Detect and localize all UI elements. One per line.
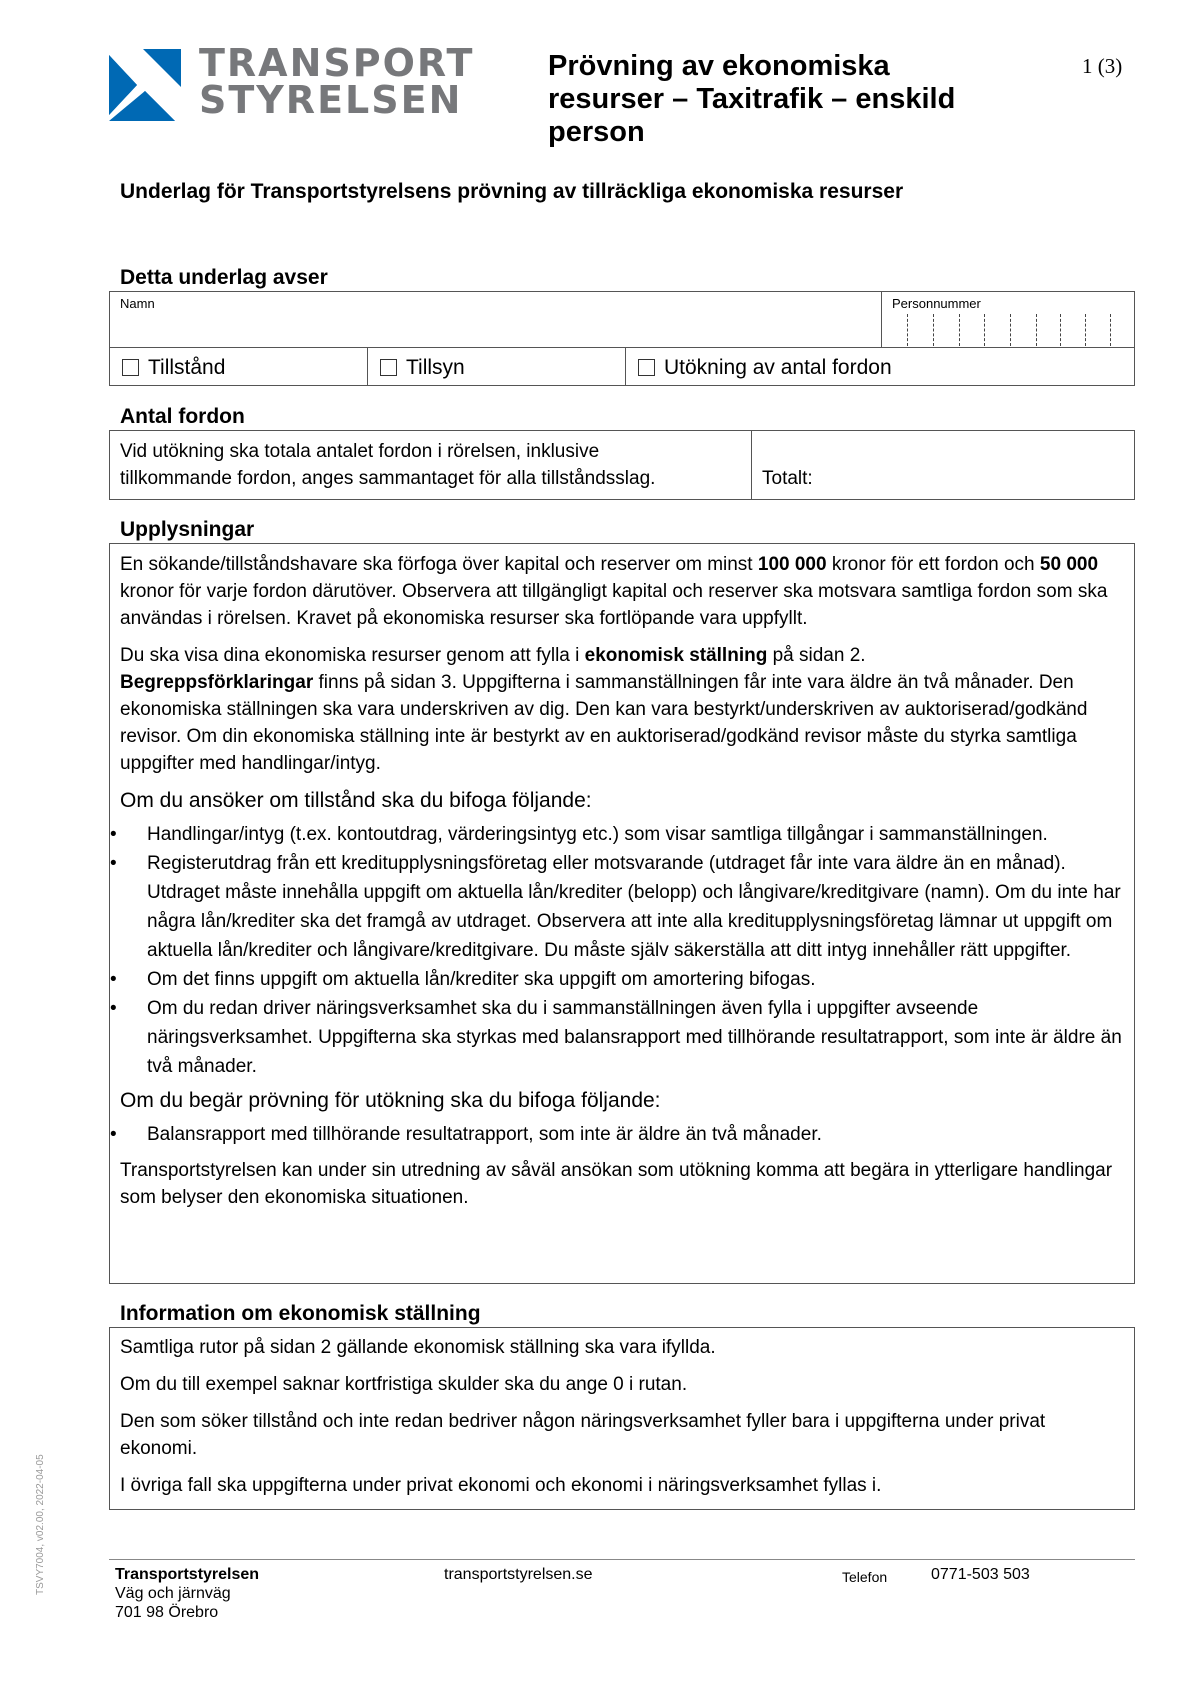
information-paragraph: Den som söker tillstånd och inte redan bedriver någon näringsverksamhet fyller bara i uppgifterna under privat ekonomi.	[120, 1411, 1046, 1459]
checkbox-label: Tillstånd	[148, 355, 226, 379]
section-heading-upplysningar: Upplysningar	[120, 518, 255, 541]
section-heading-antal-fordon: Antal fordon	[120, 405, 245, 428]
totalt-field[interactable]	[752, 431, 1134, 499]
digit-divider	[1036, 314, 1037, 346]
digit-divider	[1110, 314, 1111, 346]
information-box	[109, 1327, 1135, 1510]
footer-phone-label: Telefon	[842, 1569, 888, 1585]
footer-org-dept: Väg och järnväg	[115, 1585, 231, 1602]
digit-divider	[1010, 314, 1011, 346]
logo-wordmark	[199, 41, 475, 122]
description-line: tillkommande fordon, anges sammantaget för alla tillståndsslag.	[120, 468, 656, 489]
document-title: Prövning av ekonomiska resurser – Taxitrafik – enskild person	[548, 50, 956, 148]
information-paragraph: Om du till exempel saknar kortfristiga skulder ska du ange 0 i rutan.	[120, 1374, 688, 1395]
information-paragraph: Samtliga rutor på sidan 2 gällande ekonomisk ställning ska vara ifyllda.	[120, 1337, 716, 1358]
tillstand-list	[110, 820, 1124, 1081]
personnummer-label: Personnummer	[892, 296, 981, 311]
antal-fordon-description	[110, 431, 752, 499]
checkbox-utokning[interactable]	[625, 348, 1134, 386]
utokning-list	[110, 1120, 1124, 1149]
footer-divider	[109, 1559, 1135, 1560]
logo-line-2: STYRELSEN	[199, 78, 463, 122]
namn-label: Namn	[120, 296, 155, 311]
avser-checkbox-row	[110, 347, 1134, 385]
personnummer-field[interactable]	[882, 292, 1134, 347]
page-number: 1 (3)	[1082, 54, 1123, 78]
digit-divider	[959, 314, 960, 346]
section-heading-avser: Detta underlag avser	[120, 266, 328, 289]
footer-org-address: 701 98 Örebro	[115, 1604, 219, 1621]
information-paragraph: I övriga fall ska uppgifterna under privat ekonomi och ekonomi i näringsverksamhet fyllas i.	[120, 1475, 882, 1496]
utokning-subheading: Om du begär prövning för utökning ska du bifoga följande:	[120, 1089, 661, 1112]
checkbox-icon[interactable]	[638, 359, 655, 376]
logo-line-1: TRANSPORT	[199, 41, 475, 85]
digit-divider	[907, 314, 908, 346]
form-version-code: TSVY7004, v02.00, 2022-04-05	[35, 1454, 46, 1595]
checkbox-label: Utökning av antal fordon	[664, 355, 892, 379]
digit-divider	[933, 314, 934, 346]
antal-fordon-box	[109, 430, 1135, 500]
document-subtitle: Underlag för Transportstyrelsens prövning av tillräckliga ekonomiska resurser	[120, 180, 904, 203]
footer-address	[115, 1565, 259, 1622]
checkbox-icon[interactable]	[380, 359, 397, 376]
section-heading-information: Information om ekonomisk ställning	[120, 1302, 481, 1325]
upplysningar-paragraph-2: Du ska visa dina ekonomiska resurser genom att fylla i ekonomisk ställning på sidan 2. Begreppsförklaringar finns på sidan 3. Uppgifterna i sammanställningen får inte vara äldre än två månader. Den ekonomiska ställningen ska vara underskriven av dig. Den kan vara bestyrkt/underskriven av auktoriserad/godkänd revisor. Om din ekonomiska ställning inte är bestyrkt av en auktoriserad/godkänd revisor måste du styrka samtliga uppgifter med handlingar/intyg.	[120, 645, 1088, 774]
footer-website[interactable]: transportstyrelsen.se	[444, 1566, 593, 1583]
digit-divider	[1060, 314, 1061, 346]
list-item: • Registerutdrag från ett kreditupplysningsföretag eller motsvarande (utdraget får inte vara äldre än en månad). Utdraget måste innehålla uppgift om aktuella lån/krediter (belopp) och långivare/kreditgivare (namn). Om du inte har några lån/krediter ska det framgå av utdraget. Observera att inte alla kreditupplysningsföretag lämnar ut uppgift om aktuella lån/krediter och långivare/kreditgivare. Du måste själv säkerställa att ditt intyg innehåller rätt uppgifter.	[110, 849, 1124, 965]
transportstyrelsen-logo	[109, 41, 475, 122]
upplysningar-box	[109, 543, 1135, 1284]
list-item: • Om du redan driver näringsverksamhet ska du i sammanställningen även fylla i uppgifter avseende näringsverksamhet. Uppgifterna ska styrkas med balansrapport med tillhörande resultatrapport, som inte är äldre än två månader.	[110, 994, 1124, 1081]
checkbox-label: Tillsyn	[406, 355, 465, 379]
avser-box	[109, 291, 1135, 386]
digit-divider	[1085, 314, 1086, 346]
footer-phone-value: 0771-503 503	[931, 1566, 1030, 1583]
upplysningar-closing: Transportstyrelsen kan under sin utredning av såväl ansökan som utökning komma att begära in ytterligare handlingar som belyser den ekonomiska situationen.	[120, 1160, 1113, 1208]
footer-org-name: Transportstyrelsen	[115, 1566, 260, 1583]
tillstand-subheading: Om du ansöker om tillstånd ska du bifoga följande:	[120, 789, 592, 812]
totalt-label: Totalt:	[762, 468, 813, 489]
namn-field[interactable]	[110, 292, 882, 347]
checkbox-tillstand[interactable]	[110, 348, 367, 386]
list-item: • Handlingar/intyg (t.ex. kontoutdrag, värderingsintyg etc.) som visar samtliga tillgångar i sammanställningen.	[110, 820, 1124, 849]
checkbox-icon[interactable]	[122, 359, 139, 376]
checkbox-tillsyn[interactable]	[367, 348, 625, 386]
digit-divider	[984, 314, 985, 346]
list-item: • Om det finns uppgift om aktuella lån/krediter ska uppgift om amortering bifogas.	[110, 965, 1124, 994]
description-line: Vid utökning ska totala antalet fordon i rörelsen, inklusive	[120, 441, 600, 462]
list-item: • Balansrapport med tillhörande resultatrapport, som inte är äldre än två månader.	[110, 1120, 1124, 1149]
upplysningar-paragraph-1: En sökande/tillståndshavare ska förfoga över kapital och reserver om minst 100 000 kronor för ett fordon och 50 000 kronor för varje fordon därutöver. Observera att tillgängligt kapital och reserver ska motsvara samtliga fordon som ska användas i rörelsen. Kravet på ekonomiska resurser ska fortlöpande vara uppfyllt.	[120, 554, 1108, 629]
transportstyrelsen-logo-icon	[109, 49, 181, 121]
